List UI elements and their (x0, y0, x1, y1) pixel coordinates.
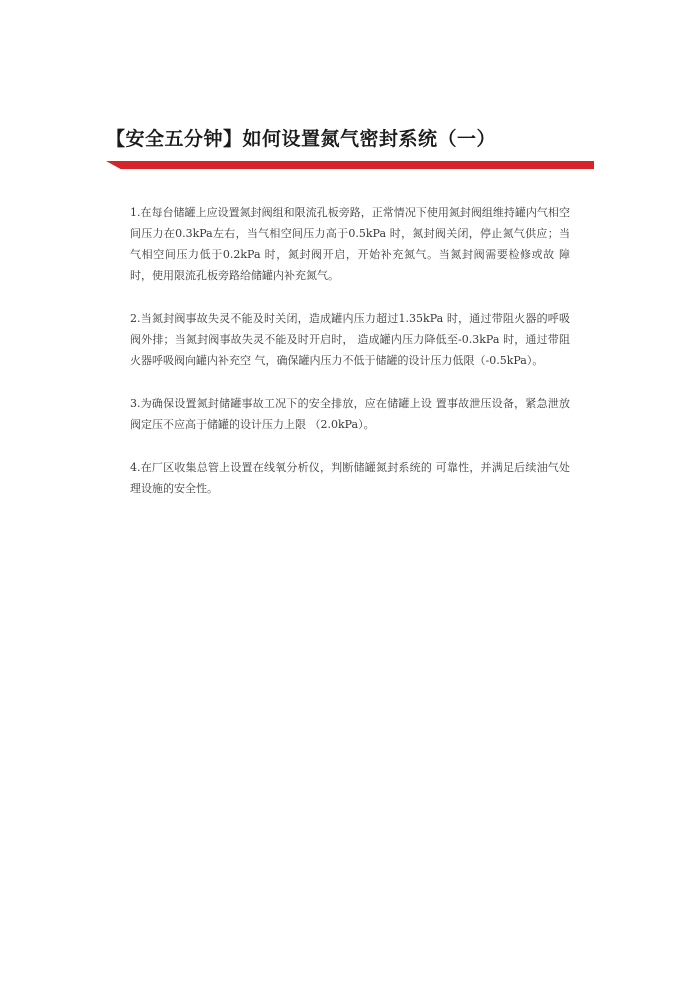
paragraph-1: 1.在每台储罐上应设置氮封阀组和限流孔板旁路，正常情况下使用氮封阀组维持罐内气相空间压力在0.3kPa左右，当气相空间压力高于0.5kPa 时，氮封阀关闭，停止氮气供应；当气相空间压力低于0.2kPa 时，氮封阀开启，开始补充氮气。当氮封阀需要检修或故 障时，使用限流孔板旁路给储罐内补充氮气。 (130, 206, 570, 282)
title-divider (106, 161, 594, 169)
article-body (130, 202, 570, 521)
paragraph-3: 3.为确保设置氮封储罐事故工况下的安全排放，应在储罐上设 置事故泄压设备，紧急泄放阀定压不应高于储罐的设计压力上限 （2.0kPa）。 (130, 397, 570, 431)
paragraph-2: 2.当氮封阀事故失灵不能及时关闭，造成罐内压力超过1.35kPa 时，通过带阻火器的呼吸阀外排；当氮封阀事故失灵不能及时开启时， 造成罐内压力降低至-0.3kPa 时，通过带阻火器呼吸阀向罐内补充空 气，确保罐内压力不低于储罐的设计压力低限（-0.5kPa）。 (130, 312, 570, 367)
paragraph-4: 4.在厂区收集总管上设置在线氧分析仪，判断储罐氮封系统的 可靠性，并满足后续油气处理设施的安全性。 (130, 461, 570, 495)
page-title: 【安全五分钟】如何设置氮气密封系统（一） (106, 128, 497, 150)
